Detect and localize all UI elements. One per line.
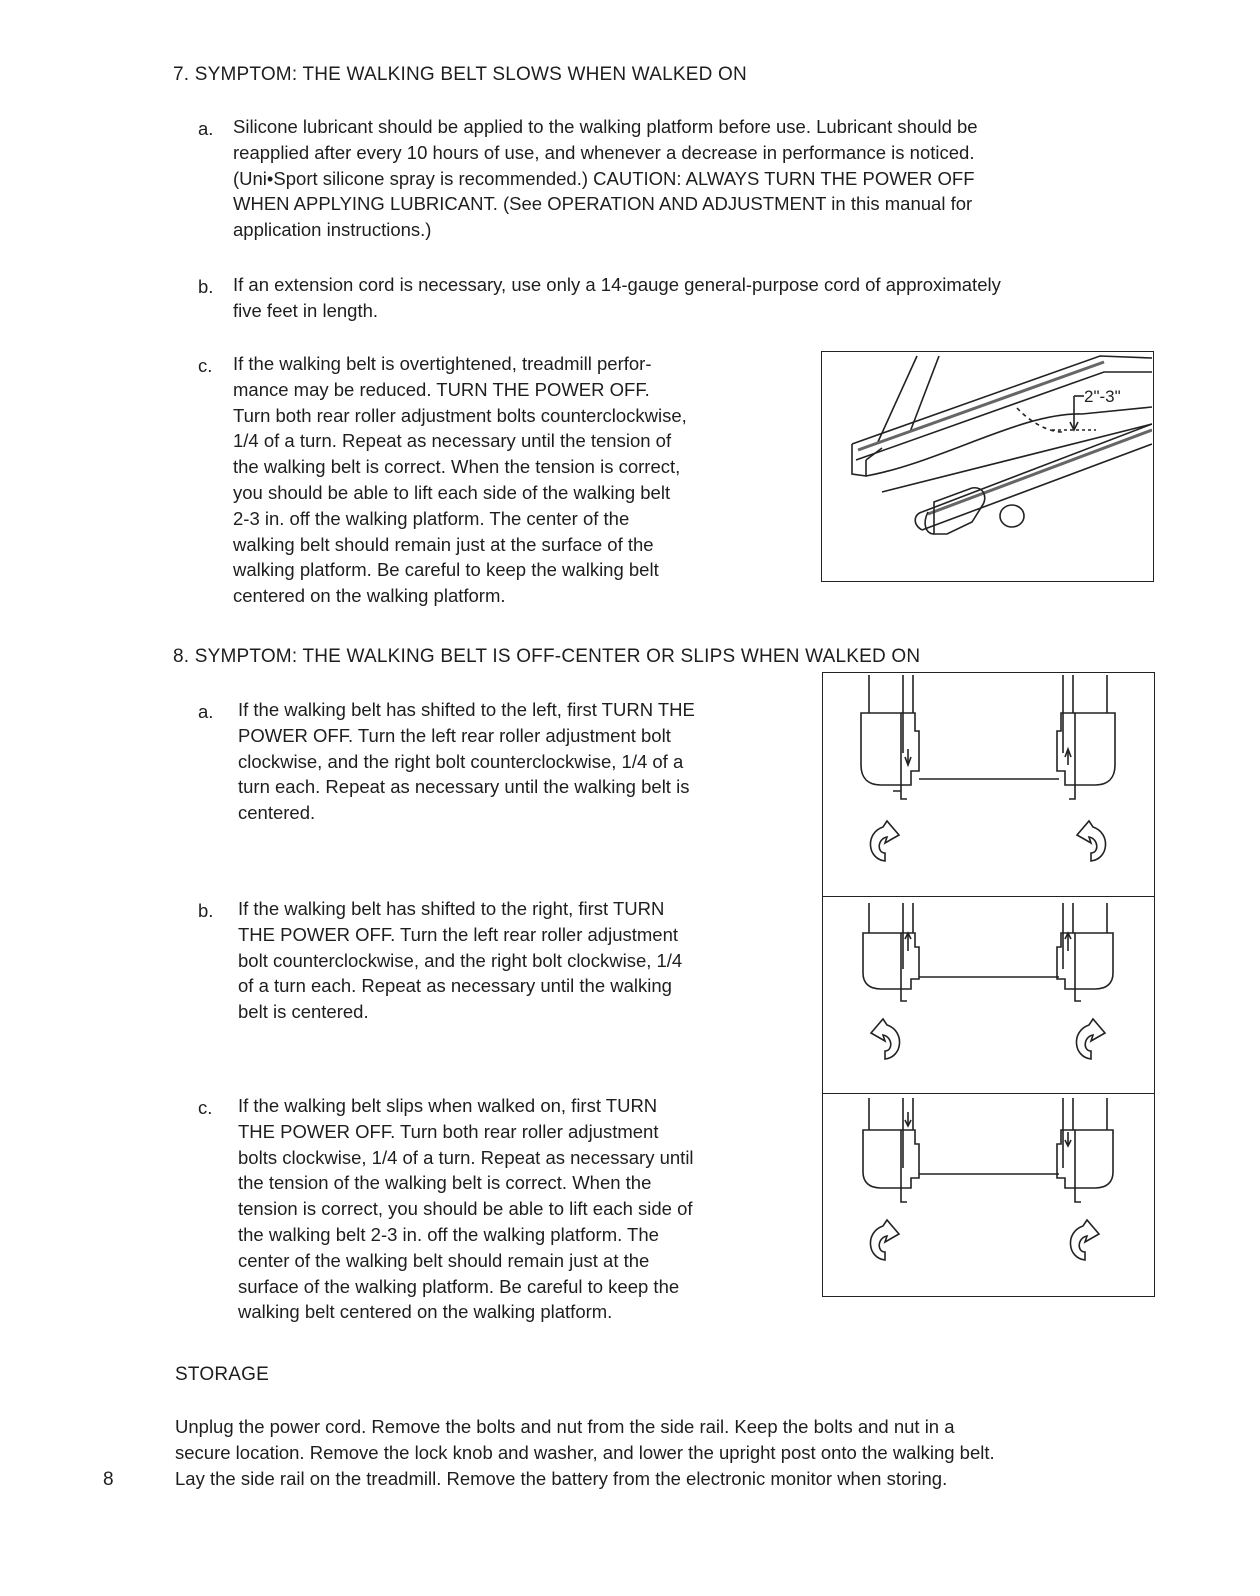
treadmill-belt-illustration	[822, 352, 1152, 580]
item-8b-label: b.	[198, 900, 214, 921]
item-8c-text: If the walking belt slips when walked on, first TURN THE POWER OFF. Turn both rear roller adjustment bolts clockwise, 1/4 of a turn. Repeat as necessary until the tension of the walking belt is correct. When the tension is correct, you should be able to lift each side of the walking belt 2-3 in. off the walking platform. The center of the walking belt should remain just at the surface of the walking platform. Be careful to keep the walking belt centered on the walking platform.	[238, 1095, 694, 1323]
item-8c-label: c.	[198, 1097, 213, 1118]
adjust-slip-illustration	[823, 1094, 1153, 1293]
adjust-left-illustration	[823, 673, 1153, 895]
panel-belt-slips	[823, 1094, 1154, 1295]
section-8-heading: 8. SYMPTOM: THE WALKING BELT IS OFF-CENTER OR SLIPS WHEN WALKED ON	[173, 646, 921, 667]
item-7b-text: If an extension cord is necessary, use only a 14-gauge general-purpose cord of approximately five feet in length.	[233, 274, 1001, 321]
item-8a-label: a.	[198, 701, 214, 722]
lift-measure-label: 2"-3"	[1084, 387, 1121, 406]
item-7a-label: a.	[198, 118, 214, 139]
item-7c-label: c.	[198, 355, 213, 376]
item-7b-label: b.	[198, 276, 214, 297]
panel-belt-shifted-right	[823, 897, 1154, 1094]
item-7c-text: If the walking belt is overtightened, treadmill perfor- mance may be reduced. TURN THE POWER OFF. Turn both rear roller adjustment bolts counterclockwise, 1/4 of a turn. Repeat as necessary until the tension of the walking belt is correct. When the tension is correct, you should be able to lift each side of the walking belt 2-3 in. off the walking platform. The center of the walking belt should remain just at the surface of the walking platform. Be careful to keep the walking belt centered on the walking platform.	[233, 353, 687, 607]
item-8b-text: If the walking belt has shifted to the right, first TURN THE POWER OFF. Turn the left rear roller adjustment bolt counterclockwise, and the right bolt clockwise, 1/4 of a turn each. Repeat as necessary until the walking belt is centered.	[238, 898, 683, 1023]
item-8a-text: If the walking belt has shifted to the left, first TURN THE POWER OFF. Turn the left rear roller adjustment bolt clockwise, and the right bolt counterclockwise, 1/4 of a turn each. Repeat as necessary until the walking belt is centered.	[238, 699, 695, 824]
adjust-right-illustration	[823, 897, 1153, 1092]
belt-tension-figure	[821, 351, 1154, 582]
storage-heading: STORAGE	[175, 1364, 269, 1385]
page-number: 8	[103, 1469, 114, 1490]
storage-text: Unplug the power cord. Remove the bolts and nut from the side rail. Keep the bolts and nut in a secure location. Remove the lock knob and washer, and lower the upright post onto the walking belt. Lay the side rail on the treadmill. Remove the battery from the electronic monitor when storing.	[175, 1416, 995, 1489]
roller-adjustment-figure	[822, 672, 1155, 1297]
item-7a-text: Silicone lubricant should be applied to the walking platform before use. Lubricant should be reapplied after every 10 hours of use, and whenever a decrease in performance is noticed. (Uni•Sport silicone spray is recommended.) CAUTION: ALWAYS TURN THE POWER OFF WHEN APPLYING LUBRICANT. (See OPERATION AND ADJUSTMENT in this manual for application instructions.)	[233, 116, 978, 241]
panel-belt-shifted-left	[823, 673, 1154, 897]
section-7-heading: 7. SYMPTOM: THE WALKING BELT SLOWS WHEN WALKED ON	[173, 64, 747, 85]
